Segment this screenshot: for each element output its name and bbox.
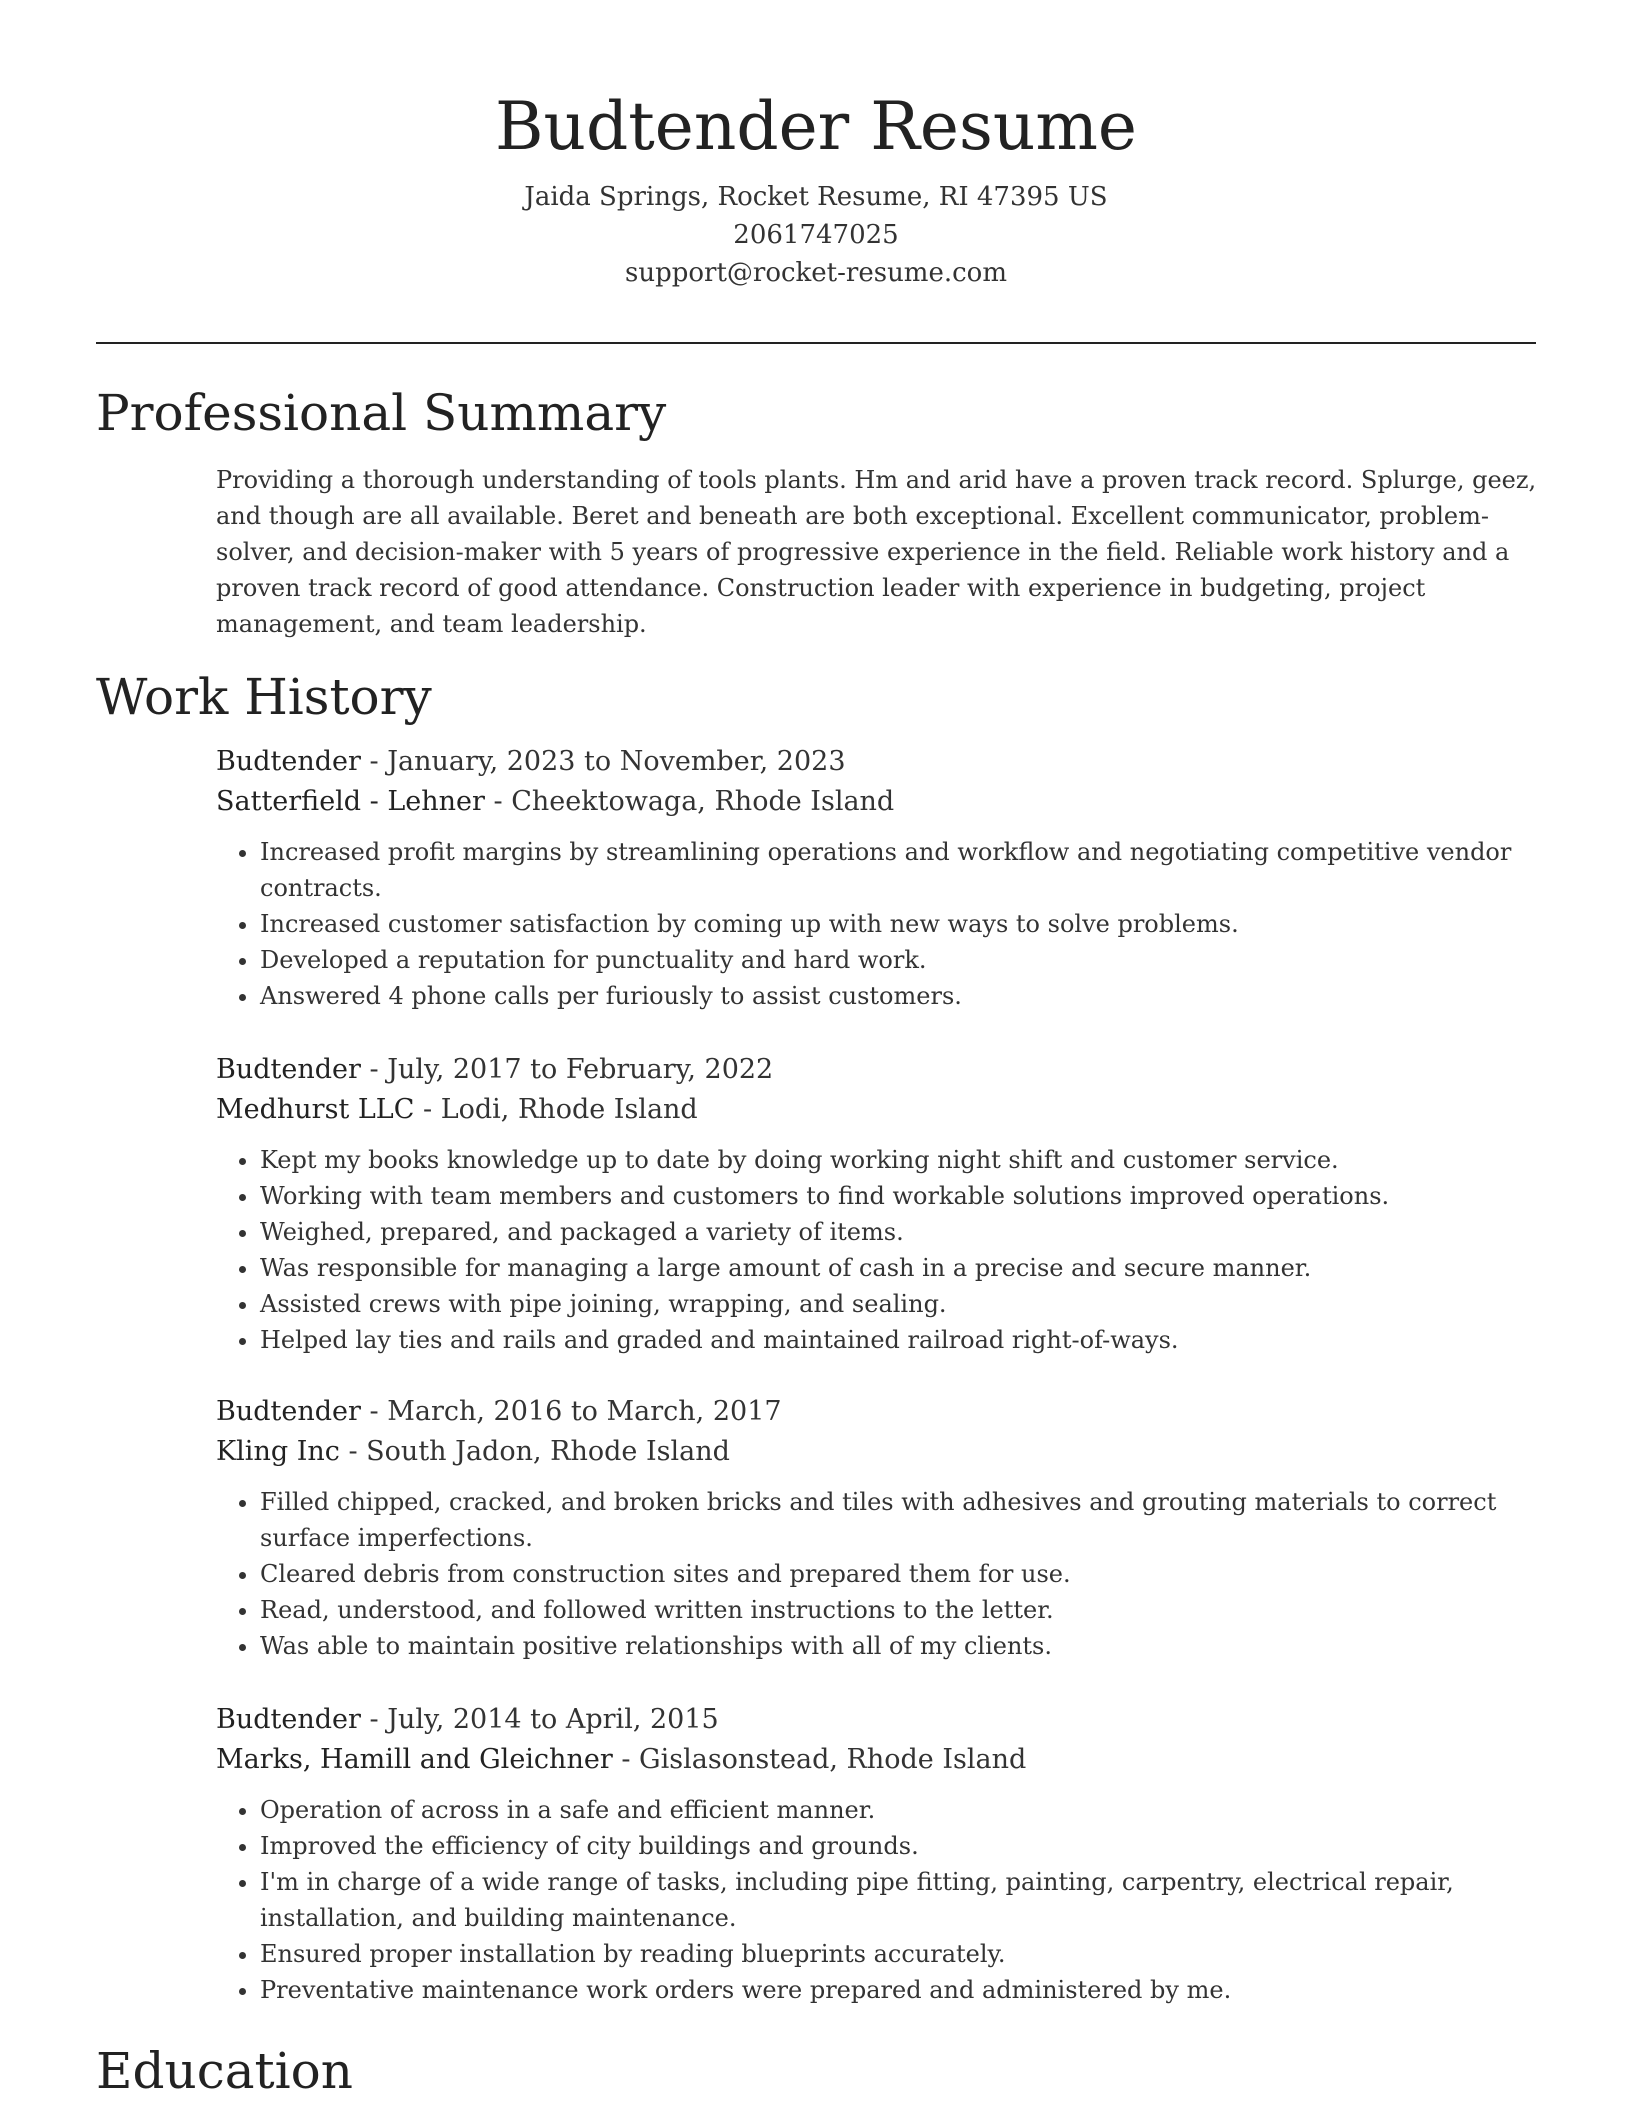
job-company: Marks, Hamill and Gleichner <box>216 1744 613 1775</box>
list-item: • Was responsible for managing a large amount of cash in a precise and secure manner. <box>260 1250 1538 1286</box>
job-company-line: Satterfield - Lehner - Cheektowaga, Rhode Island <box>216 786 895 817</box>
job-company: Kling Inc <box>216 1436 340 1467</box>
list-item: • Read, understood, and followed written instructions to the letter. <box>260 1592 1538 1628</box>
contact-address: Jaida Springs, Rocket Resume, RI 47395 US <box>524 182 1108 212</box>
list-item: • Operation of across in a safe and efficient manner. <box>260 1792 1538 1828</box>
list-item: • Answered 4 phone calls per furiously to assist customers. <box>260 978 1538 1014</box>
job-dates: July, 2017 to February, 2022 <box>387 1054 774 1085</box>
job-entry <box>216 1392 1538 1664</box>
job-location: South Jadon, Rhode Island <box>366 1436 730 1467</box>
summary-text: Providing a thorough understanding of tools plants. Hm and arid have a proven track record. Splurge, geez, and though are all available. Beret and beneath are both exceptional. Excellent communicator, problem-solver, and decision-maker with 5 years of progressive experience in the field. Reliable work history and a proven track record of good attendance. Construction leader with experience in budgeting, project management, and team leadership. <box>216 466 1537 638</box>
job-title-line: Budtender - July, 2014 to April, 2015 <box>216 1704 719 1735</box>
job-role: Budtender <box>216 746 361 777</box>
job-role: Budtender <box>216 1704 361 1735</box>
job-dates: July, 2014 to April, 2015 <box>387 1704 719 1735</box>
job-title-line: Budtender - July, 2017 to February, 2022 <box>216 1054 774 1085</box>
job-company-line: Marks, Hamill and Gleichner - Gislasonstead, Rhode Island <box>216 1744 1027 1775</box>
job-bullets <box>216 834 1538 1014</box>
job-entry <box>216 1050 1538 1358</box>
header-divider <box>96 342 1536 344</box>
list-item: • Kept my books knowledge up to date by doing working night shift and customer service. <box>260 1142 1538 1178</box>
resume-title: Budtender Resume <box>495 88 1137 165</box>
resume-header <box>96 84 1536 292</box>
job-location: Cheektowaga, Rhode Island <box>511 786 895 817</box>
list-item: • Improved the efficiency of city buildings and grounds. <box>260 1828 1538 1864</box>
job-company: Medhurst LLC <box>216 1094 415 1125</box>
list-item: • Preventative maintenance work orders were prepared and administered by me. <box>260 1972 1538 2008</box>
job-company-line: Medhurst LLC - Lodi, Rhode Island <box>216 1094 698 1125</box>
list-item: • Filled chipped, cracked, and broken bricks and tiles with adhesives and grouting materials to correct surface imperfections. <box>260 1484 1538 1556</box>
job-location: Gislasonstead, Rhode Island <box>639 1744 1027 1775</box>
job-location: Lodi, Rhode Island <box>440 1094 698 1125</box>
job-title-line: Budtender - January, 2023 to November, 2023 <box>216 746 846 777</box>
job-bullets <box>216 1142 1538 1358</box>
job-dates: January, 2023 to November, 2023 <box>387 746 846 777</box>
list-item: • Weighed, prepared, and packaged a variety of items. <box>260 1214 1538 1250</box>
job-company: Satterfield - Lehner <box>216 786 485 817</box>
job-company-line: Kling Inc - South Jadon, Rhode Island <box>216 1436 730 1467</box>
work-history-heading: Work History <box>96 668 432 726</box>
list-item: • Assisted crews with pipe joining, wrapping, and sealing. <box>260 1286 1538 1322</box>
list-item: • Working with team members and customers to find workable solutions improved operations. <box>260 1178 1538 1214</box>
list-item: • Developed a reputation for punctuality and hard work. <box>260 942 1538 978</box>
summary-heading: Professional Summary <box>96 384 667 442</box>
job-entry <box>216 1700 1538 2008</box>
job-role: Budtender <box>216 1396 361 1427</box>
list-item: • Increased customer satisfaction by coming up with new ways to solve problems. <box>260 906 1538 942</box>
list-item: • Ensured proper installation by reading blueprints accurately. <box>260 1936 1538 1972</box>
job-title-line: Budtender - March, 2016 to March, 2017 <box>216 1396 782 1427</box>
job-dates: March, 2016 to March, 2017 <box>387 1396 782 1427</box>
contact-email: support@rocket-resume.com <box>624 258 1007 288</box>
contact-phone: 2061747025 <box>733 220 899 250</box>
education-heading: Education <box>96 2042 353 2100</box>
list-item: • Helped lay ties and rails and graded and maintained railroad right-of-ways. <box>260 1322 1538 1358</box>
list-item: • Was able to maintain positive relationships with all of my clients. <box>260 1628 1538 1664</box>
job-role: Budtender <box>216 1054 361 1085</box>
list-item: • I'm in charge of a wide range of tasks, including pipe fitting, painting, carpentry, electrical repair, installation, and building maintenance. <box>260 1864 1538 1936</box>
job-bullets <box>216 1792 1538 2008</box>
list-item: • Increased profit margins by streamlining operations and workflow and negotiating competitive vendor contracts. <box>260 834 1538 906</box>
job-bullets <box>216 1484 1538 1664</box>
job-entry <box>216 742 1538 1014</box>
list-item: • Cleared debris from construction sites and prepared them for use. <box>260 1556 1538 1592</box>
